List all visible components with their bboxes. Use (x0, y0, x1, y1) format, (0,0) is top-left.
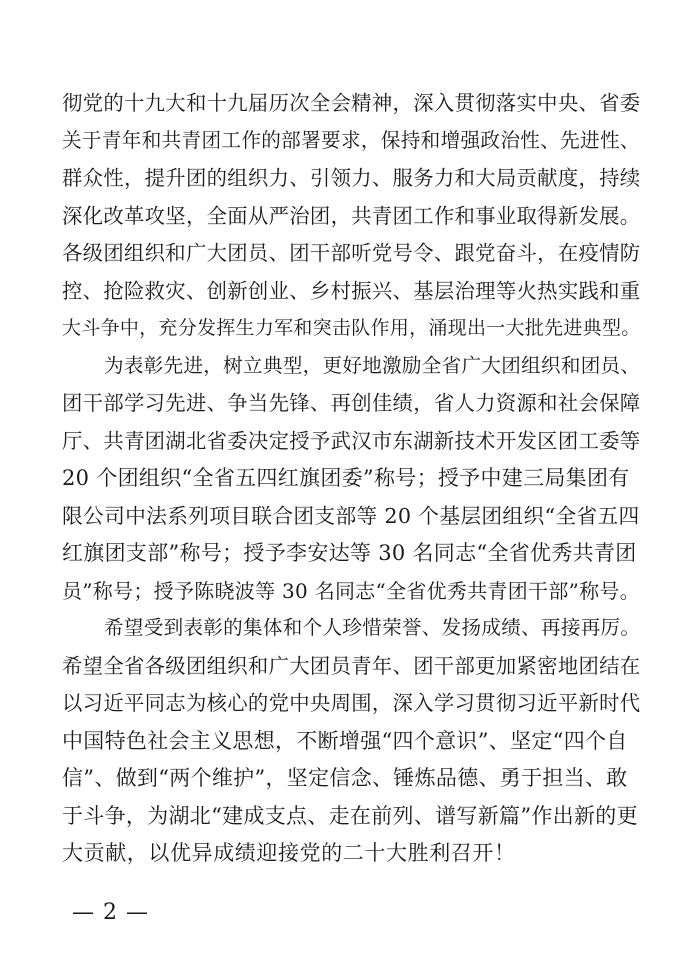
paragraph-3-line-7: 大贡献，以优异成绩迎接党的二十大胜利召开！ (62, 841, 516, 865)
paragraph-3-line-2: 希望全省各级团组织和广大团员青年、团干部更加紧密地团结在 (62, 653, 641, 678)
paragraph-2-line-2: 团干部学习先进、争当先锋、再创佳绩，省人力资源和社会保障 (62, 391, 641, 415)
paragraph-1-line-3: 群众性，提升团的组织力、引领力、服务力和大局贡献度，持续 (62, 166, 641, 190)
paragraph-2-line-5: 限公司中法系列项目联合团支部等 20 个基层团组织“全省五四 (62, 503, 640, 528)
paragraph-1-line-7: 大斗争中，充分发挥生力军和突击队作用，涌现出一大批先进典型。 (62, 317, 641, 339)
paragraph-1-line-5: 各级团组织和广大团员、团干部听党号令、跟党奋斗，在疫情防 (62, 241, 641, 265)
paragraph-2-line-4: 20 个团组织“全省五四红旗团委”称号；授予中建三局集团有 (62, 466, 630, 490)
paragraph-1-line-6: 控、抢险救灾、创新创业、乡村振兴、基层治理等火热实践和重 (62, 278, 641, 303)
paragraph-2-line-1: 为表彰先进，树立典型，更好地激励全省广大团组织和团员、 (104, 353, 641, 377)
paragraph-2-line-7: 员”称号；授予陈晓波等 30 名同志“全省优秀共青团干部”称号。 (62, 578, 640, 603)
paragraph-1-line-2: 关于青年和共青团工作的部署要求，保持和增强政治性、先进性、 (62, 128, 640, 152)
paragraph-3-line-5: 信”、做到“两个维护”，坚定信念、锤炼品德、勇于担当、敢 (62, 766, 628, 790)
paragraph-2-line-3: 厅、共青团湖北省委决定授予武汉市东湖新技术开发区团工委等 (62, 428, 641, 453)
paragraph-1-line-4: 深化改革攻坚，全面从严治团，共青团工作和事业取得新发展。 (62, 203, 641, 228)
paragraph-1-line-1: 彻党的十九大和十九届历次全会精神，深入贯彻落实中央、省委 (62, 91, 641, 115)
paragraph-3-line-4: 中国特色社会主义思想，不断增强“四个意识”、坚定“四个自 (62, 728, 628, 753)
paragraph-3-line-1: 希望受到表彰的集体和个人珍惜荣誉、发扬成绩、再接再厉。 (104, 616, 641, 639)
paragraph-2-line-6: 红旗团支部”称号；授予李安达等 30 名同志“全省优秀共青团 (62, 541, 637, 565)
paragraph-3-line-6: 于斗争，为湖北“建成支点、走在前列、谱写新篇”作出新的更 (62, 803, 638, 828)
paragraph-3-line-3: 以习近平同志为核心的党中央周围，深入学习贯彻习近平新时代 (62, 691, 641, 715)
page-number: — 2 — (72, 900, 149, 925)
